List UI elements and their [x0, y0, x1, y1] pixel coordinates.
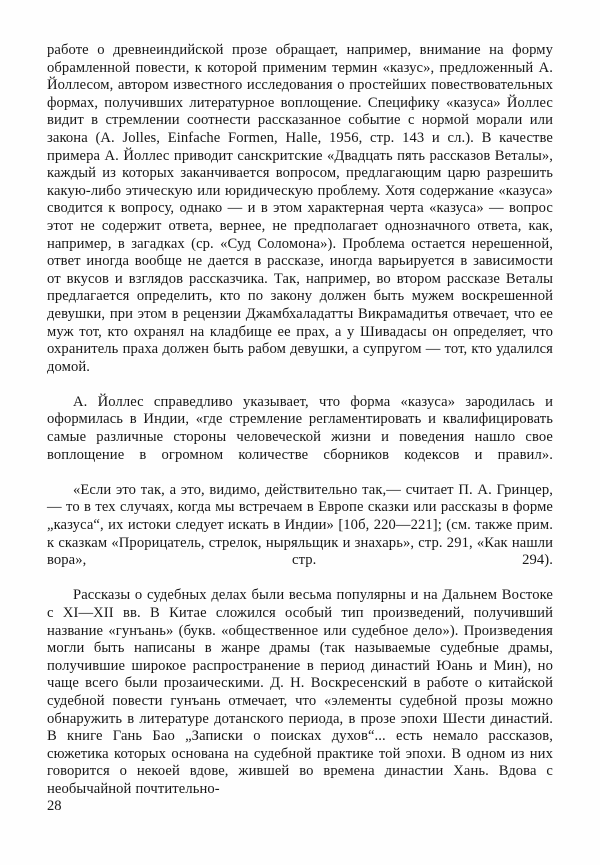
- page-number: 28: [47, 798, 62, 814]
- paragraph: А. Йоллес справедливо указывает, что форма «казуса» зародилась и оформилась в Индии, «где стремление регламентировать и квалифицировать самые различные стороны человеческой жизни и поведения нашло свое воплощение в огромном количестве сборников кодексов и правил».: [47, 393, 553, 463]
- paragraph: Рассказы о судебных делах были весьма популярны и на Дальнем Востоке с XI—XII вв. В Китае сложился особый тип произведений, получивший название «гунъань» (букв. «общественное или судебное дело»). Произведения могли быть написаны в жанре драмы (так называемые судебные драмы, получившие широкое распространение в период династий Юань и Мин), но чаще всего были прозаическими. Д. Н. Воскресенский в работе о китайской судебной повести гунъань отмечает, что «элементы судебной прозы можно обнаружить в литературе дотанского периода, в прозе эпохи Шести династий. В книге Гань Бао „Записки о поисках духов“... есть немало рассказов, сюжетика которых основана на судебной практике той эпохи. В одном из них говорится о некоей вдове, жившей во времена династии Хань. Вдова с необычайной почтительно-: [47, 587, 553, 797]
- page-text-block: [47, 42, 553, 799]
- paragraph: «Если это так, а это, видимо, действительно так,— считает П. А. Гринцер,— то в тех случаях, когда мы встречаем в Европе сказки или рассказы в форме „казуса“, их истоки следует искать в Индии» [10б, 220—221]; (см. также прим. к сказкам «Прорицатель, стрелок, ныряльщик и знахарь», стр. 291, «Как нашли вора», стр. 294).: [47, 481, 553, 569]
- paragraph: работе о древнеиндийской прозе обращает, например, внимание на форму обрамленной повести, к которой применим термин «казус», предложенный А. Йоллесом, автором известного исследования о простейших повествовательных формах, получивших литературное воплощение. Специфику «казуса» Йоллес видит в стремлении соотнести рассказанное событие с нормой морали или закона (A. Jolles, Einfache Formen, Halle, 1956, стр. 143 и сл.). В качестве примера А. Йоллес приводит санскритские «Двадцать пять рассказов Веталы», каждый из которых заканчивается вопросом, предлагающим царю разрешить какую-либо этическую или юридическую проблему. Хотя содержание «казуса» сводится к вопросу, однако — и в этом характерная черта «казуса» — вопрос этот не содержит ответа, вернее, не предполагает однозначного ответа, как, например, в загадках (ср. «Суд Соломона»). Проблема остается нерешенной, ответ иногда вообще не дается в рассказе, иногда варьируется в зависимости от вкусов и взглядов рассказчика. Так, например, во втором рассказе Веталы предлагается определить, кто по закону должен быть мужем воскрешенной девушки, при этом в рецензии Джамбхаладатты Викрамадитья отвечает, что ее муж тот, кто охранял на кладбище ее прах, а у Шивадасы он определяет, что охранитель праха должен быть рабом девушки, а супругом — тот, кто удалился домой.: [47, 42, 553, 375]
